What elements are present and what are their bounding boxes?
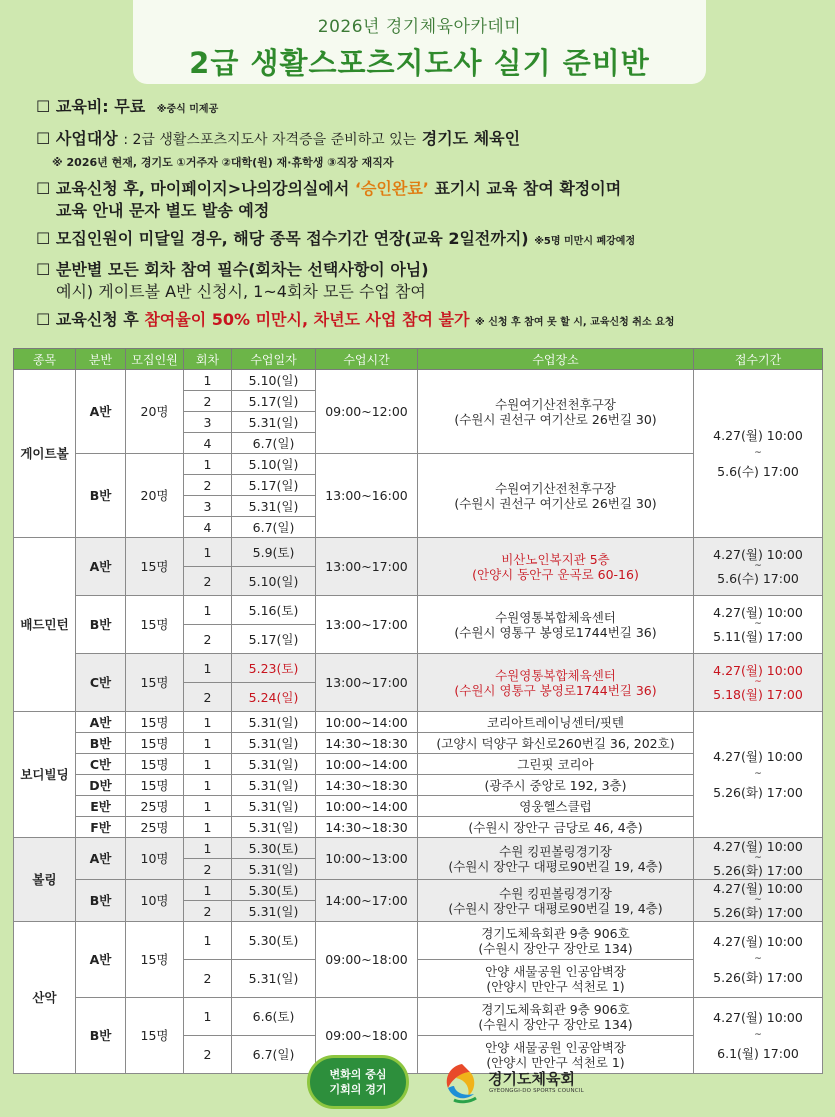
group-label: B반	[76, 880, 126, 922]
session-date: 5.31(일)	[232, 754, 316, 775]
period-start: 4.27(월) 10:00	[713, 881, 803, 896]
session-no: 1	[184, 454, 232, 475]
org-name-en: GYEONGGI-DO SPORTS COUNCIL	[489, 1088, 584, 1094]
note-target-bold: 경기도 체육인	[421, 129, 521, 148]
note-target	[36, 128, 826, 151]
note-target-desc: : 2급 생활스포츠지도사 자격증을 준비하고 있는	[123, 132, 417, 148]
sport-gateball: 게이트볼	[14, 370, 76, 538]
capacity: 15명	[126, 922, 184, 998]
th-capacity: 모집인원	[126, 349, 184, 370]
place-address: (수원시 장안구 금당로 46, 4층)	[418, 817, 694, 838]
group-label: B반	[76, 454, 126, 538]
session-date: 5.31(일)	[232, 901, 316, 922]
class-time: 13:00~17:00	[316, 596, 418, 654]
session-no: 2	[184, 391, 232, 412]
session-no: 1	[184, 733, 232, 754]
place-address: (안양시 동안구 운곡로 60-16)	[472, 566, 639, 582]
class-place	[418, 960, 694, 998]
place-address: (고양시 덕양구 화신로260번길 36, 202호)	[418, 733, 694, 754]
note-extension-text: ☐ 모집인원이 미달일 경우, 해당 종목 접수기간 연장(교육 2일전까지)	[36, 229, 529, 248]
th-date: 수업일자	[232, 349, 316, 370]
session-date: 5.23(토)	[232, 654, 316, 683]
place-name: 영웅헬스클럽	[418, 796, 694, 817]
period-end: 5.6(수) 17:00	[717, 571, 799, 586]
header	[133, 0, 706, 84]
apply-period	[694, 712, 823, 838]
session-no: 3	[184, 496, 232, 517]
period-start: 4.27(월) 10:00	[713, 428, 803, 443]
session-date: 5.31(일)	[232, 796, 316, 817]
table-row	[14, 880, 823, 901]
session-no: 1	[184, 880, 232, 901]
place-address: (수원시 장안구 대평로90번길 19, 4층)	[448, 900, 663, 916]
class-place	[418, 596, 694, 654]
period-start: 4.27(월) 10:00	[713, 663, 803, 678]
slogan-line2: 기회의 경기	[329, 1083, 387, 1096]
session-no: 2	[184, 1036, 232, 1074]
session-no: 2	[184, 567, 232, 596]
note-penalty-red: 참여율이 50% 미만시, 차년도 사업 참여 불가	[144, 310, 470, 329]
session-date: 5.9(토)	[232, 538, 316, 567]
session-date: 5.31(일)	[232, 496, 316, 517]
period-end: 5.11(월) 17:00	[713, 629, 803, 644]
session-no: 1	[184, 796, 232, 817]
session-no: 2	[184, 960, 232, 998]
apply-period	[694, 538, 823, 596]
session-date: 5.10(일)	[232, 370, 316, 391]
capacity: 20명	[126, 370, 184, 454]
session-no: 1	[184, 754, 232, 775]
class-time: 09:00~12:00	[316, 370, 418, 454]
org-logo	[440, 1058, 610, 1108]
header-subtitle: 2026년 경기체육아카데미	[317, 17, 522, 37]
note-penalty-a: ☐ 교육신청 후	[36, 310, 139, 329]
place-address: (수원시 장안구 장안로 134)	[478, 940, 633, 956]
table-row	[14, 538, 823, 567]
place-name: 수원 킹핀볼링경기장	[499, 885, 612, 901]
page-title: 2급 생활스포츠지도사 실기 준비반	[189, 46, 650, 80]
period-tilde: ~	[754, 853, 762, 863]
session-no: 2	[184, 683, 232, 712]
group-label: C반	[76, 754, 126, 775]
place-name: 수원영통복합체육센터	[495, 667, 616, 683]
slogan-logo	[307, 1055, 409, 1109]
slogan-line1: 변화의 중심	[329, 1068, 387, 1081]
period-end: 5.26(화) 17:00	[713, 970, 803, 985]
period-start: 4.27(월) 10:00	[713, 605, 803, 620]
group-label: D반	[76, 775, 126, 796]
place-name: 그린핏 코리아	[418, 754, 694, 775]
place-name: 안양 새물공원 인공암벽장	[485, 963, 626, 979]
class-time: 13:00~17:00	[316, 538, 418, 596]
place-address: (수원시 장안구 대평로90번길 19, 4층)	[448, 858, 663, 874]
note-attendance: ☐ 분반별 모든 회차 참여 필수(회차는 선택사항이 아님)	[36, 260, 429, 279]
session-no: 1	[184, 654, 232, 683]
group-label: A반	[76, 712, 126, 733]
session-no: 2	[184, 859, 232, 880]
session-date: 5.16(토)	[232, 596, 316, 625]
period-start: 4.27(월) 10:00	[713, 1010, 803, 1025]
note-penalty	[36, 309, 826, 334]
session-no: 1	[184, 998, 232, 1036]
period-tilde: ~	[754, 561, 762, 571]
class-time: 13:00~16:00	[316, 454, 418, 538]
place-name: 코리아트레이닝센터/핏텐	[418, 712, 694, 733]
class-time: 10:00~14:00	[316, 754, 418, 775]
apply-period	[694, 922, 823, 998]
capacity: 15명	[126, 712, 184, 733]
note-approval-status: ‘승인완료’	[354, 179, 429, 198]
capacity: 15명	[126, 733, 184, 754]
group-label: A반	[76, 370, 126, 454]
period-tilde: ~	[754, 448, 762, 458]
th-time: 수업시간	[316, 349, 418, 370]
place-address: (수원시 장안구 장안로 134)	[478, 1016, 633, 1032]
note-approval-a: ☐ 교육신청 후, 마이페이지>나의강의실에서	[36, 179, 350, 198]
period-tilde: ~	[754, 895, 762, 905]
table-row	[14, 922, 823, 960]
period-end: 5.26(화) 17:00	[713, 785, 803, 800]
session-date: 6.7(일)	[232, 433, 316, 454]
class-time: 10:00~14:00	[316, 712, 418, 733]
session-date: 5.30(토)	[232, 922, 316, 960]
capacity: 15명	[126, 775, 184, 796]
group-label: B반	[76, 733, 126, 754]
place-name: 수원영통복합체육센터	[495, 609, 616, 625]
apply-period	[694, 998, 823, 1074]
class-place	[418, 998, 694, 1036]
apply-period	[694, 654, 823, 712]
session-date: 6.7(일)	[232, 517, 316, 538]
session-date: 5.31(일)	[232, 817, 316, 838]
apply-period	[694, 596, 823, 654]
class-time: 10:00~13:00	[316, 838, 418, 880]
place-name: 경기도체육회관 9층 906호	[481, 1001, 630, 1017]
note-extension	[36, 228, 826, 253]
group-label: A반	[76, 922, 126, 998]
group-label: B반	[76, 998, 126, 1074]
session-no: 2	[184, 901, 232, 922]
place-name: 안양 새물공원 인공암벽장	[485, 1039, 626, 1055]
note-penalty-small: ※ 신청 후 참여 못 할 시, 교육신청 취소 요청	[475, 317, 675, 328]
place-address: (광주시 중앙로 192, 3층)	[418, 775, 694, 796]
period-end: 5.26(화) 17:00	[713, 905, 803, 920]
period-start: 4.27(월) 10:00	[713, 839, 803, 854]
session-date: 5.31(일)	[232, 412, 316, 433]
session-date: 5.31(일)	[232, 960, 316, 998]
table-row	[14, 838, 823, 859]
place-address: (안양시 만안구 석천로 1)	[486, 978, 625, 994]
class-time: 09:00~18:00	[316, 922, 418, 998]
period-start: 4.27(월) 10:00	[713, 934, 803, 949]
period-tilde: ~	[754, 1030, 762, 1040]
capacity: 10명	[126, 880, 184, 922]
capacity: 15명	[126, 998, 184, 1074]
note-example: 예시) 게이트볼 A반 신청시, 1~4회차 모든 수업 참여	[56, 282, 426, 301]
session-no: 4	[184, 433, 232, 454]
session-date: 5.17(일)	[232, 391, 316, 412]
th-place: 수업장소	[418, 349, 694, 370]
table-row	[14, 712, 823, 733]
class-time: 14:30~18:30	[316, 817, 418, 838]
session-no: 1	[184, 838, 232, 859]
period-tilde: ~	[754, 769, 762, 779]
period-start: 4.27(월) 10:00	[713, 749, 803, 764]
session-date: 5.31(일)	[232, 712, 316, 733]
session-no: 2	[184, 625, 232, 654]
place-address: (수원시 영통구 봉영로1744번길 36)	[454, 682, 657, 698]
session-no: 1	[184, 596, 232, 625]
capacity: 15명	[126, 754, 184, 775]
capacity: 15명	[126, 654, 184, 712]
note-target-small: ※ 2026년 현재, 경기도 ①거주자 ②대학(원) 재·휴학생 ③직장 재직자	[52, 156, 394, 169]
place-name: 수원여기산전천후구장	[495, 396, 616, 412]
session-date: 5.10(일)	[232, 454, 316, 475]
capacity: 25명	[126, 817, 184, 838]
sport-badminton: 배드민턴	[14, 538, 76, 712]
note-fee-small: ※중식 미제공	[156, 104, 219, 115]
note-extension-small: ※5명 미만시 폐강예정	[534, 236, 636, 247]
capacity: 10명	[126, 838, 184, 880]
apply-period	[694, 880, 823, 922]
group-label: E반	[76, 796, 126, 817]
period-end: 5.6(수) 17:00	[717, 464, 799, 479]
place-name: 수원 킹핀볼링경기장	[499, 843, 612, 859]
sport-climbing: 산악	[14, 922, 76, 1074]
place-address: (수원시 권선구 여기산로 26번길 30)	[454, 411, 657, 427]
session-no: 4	[184, 517, 232, 538]
session-date: 6.7(일)	[232, 1036, 316, 1074]
th-group: 분반	[76, 349, 126, 370]
class-place	[418, 880, 694, 922]
session-date: 5.31(일)	[232, 775, 316, 796]
sport-bodybuilding: 보디빌딩	[14, 712, 76, 838]
th-session: 회차	[184, 349, 232, 370]
class-time: 10:00~14:00	[316, 796, 418, 817]
class-time: 14:00~17:00	[316, 880, 418, 922]
period-end: 5.26(화) 17:00	[713, 863, 803, 878]
class-time: 09:00~18:00	[316, 998, 418, 1074]
session-no: 1	[184, 922, 232, 960]
session-date: 5.30(토)	[232, 880, 316, 901]
capacity: 25명	[126, 796, 184, 817]
class-place	[418, 538, 694, 596]
class-place	[418, 654, 694, 712]
period-tilde: ~	[754, 954, 762, 964]
session-no: 1	[184, 712, 232, 733]
session-date: 5.31(일)	[232, 733, 316, 754]
session-date: 5.17(일)	[232, 625, 316, 654]
place-address: (수원시 영통구 봉영로1744번길 36)	[454, 624, 657, 640]
th-period: 접수기간	[694, 349, 823, 370]
schedule-table	[13, 348, 823, 1074]
apply-period	[694, 838, 823, 880]
note-fee	[36, 96, 826, 121]
period-tilde: ~	[754, 619, 762, 629]
apply-period	[694, 370, 823, 538]
class-time: 14:30~18:30	[316, 775, 418, 796]
session-date: 5.24(일)	[232, 683, 316, 712]
session-no: 1	[184, 817, 232, 838]
place-name: 비산노인복지관 5층	[501, 551, 610, 567]
session-no: 3	[184, 412, 232, 433]
group-label: A반	[76, 838, 126, 880]
table-row	[14, 654, 823, 683]
class-place	[418, 922, 694, 960]
place-name: 경기도체육회관 9층 906호	[481, 925, 630, 941]
council-emblem-icon	[440, 1060, 484, 1104]
session-no: 2	[184, 475, 232, 496]
th-sport: 종목	[14, 349, 76, 370]
class-place	[418, 370, 694, 454]
class-time: 14:30~18:30	[316, 733, 418, 754]
session-no: 1	[184, 775, 232, 796]
session-no: 1	[184, 370, 232, 391]
org-name: 경기도체육회	[488, 1070, 575, 1088]
sport-bowling: 볼링	[14, 838, 76, 922]
session-date: 5.17(일)	[232, 475, 316, 496]
group-label: A반	[76, 538, 126, 596]
class-place	[418, 454, 694, 538]
session-date: 5.10(일)	[232, 567, 316, 596]
group-label: C반	[76, 654, 126, 712]
place-name: 수원여기산전천후구장	[495, 480, 616, 496]
note-approval-line2: 교육 안내 문자 별도 발송 예정	[56, 201, 270, 220]
period-end: 5.18(월) 17:00	[713, 687, 803, 702]
note-approval	[36, 178, 826, 200]
table-row	[14, 596, 823, 625]
session-date: 5.31(일)	[232, 859, 316, 880]
group-label: F반	[76, 817, 126, 838]
class-place	[418, 838, 694, 880]
note-target-label: ☐ 사업대상	[36, 129, 118, 148]
place-address: (안양시 만안구 석천로 1)	[486, 1054, 625, 1070]
session-no: 1	[184, 538, 232, 567]
note-approval-c: 표기시 교육 참여 확정이며	[434, 179, 622, 198]
session-date: 5.30(토)	[232, 838, 316, 859]
session-date: 6.6(토)	[232, 998, 316, 1036]
class-time: 13:00~17:00	[316, 654, 418, 712]
table-row	[14, 370, 823, 391]
period-tilde: ~	[754, 677, 762, 687]
table-row	[14, 998, 823, 1036]
period-end: 6.1(월) 17:00	[717, 1046, 799, 1061]
notice-list	[36, 96, 826, 334]
capacity: 15명	[126, 596, 184, 654]
capacity: 20명	[126, 454, 184, 538]
table-header-row	[14, 349, 823, 370]
place-address: (수원시 권선구 여기산로 26번길 30)	[454, 495, 657, 511]
period-start: 4.27(월) 10:00	[713, 547, 803, 562]
capacity: 15명	[126, 538, 184, 596]
group-label: B반	[76, 596, 126, 654]
note-fee-text: ☐ 교육비: 무료	[36, 97, 146, 116]
